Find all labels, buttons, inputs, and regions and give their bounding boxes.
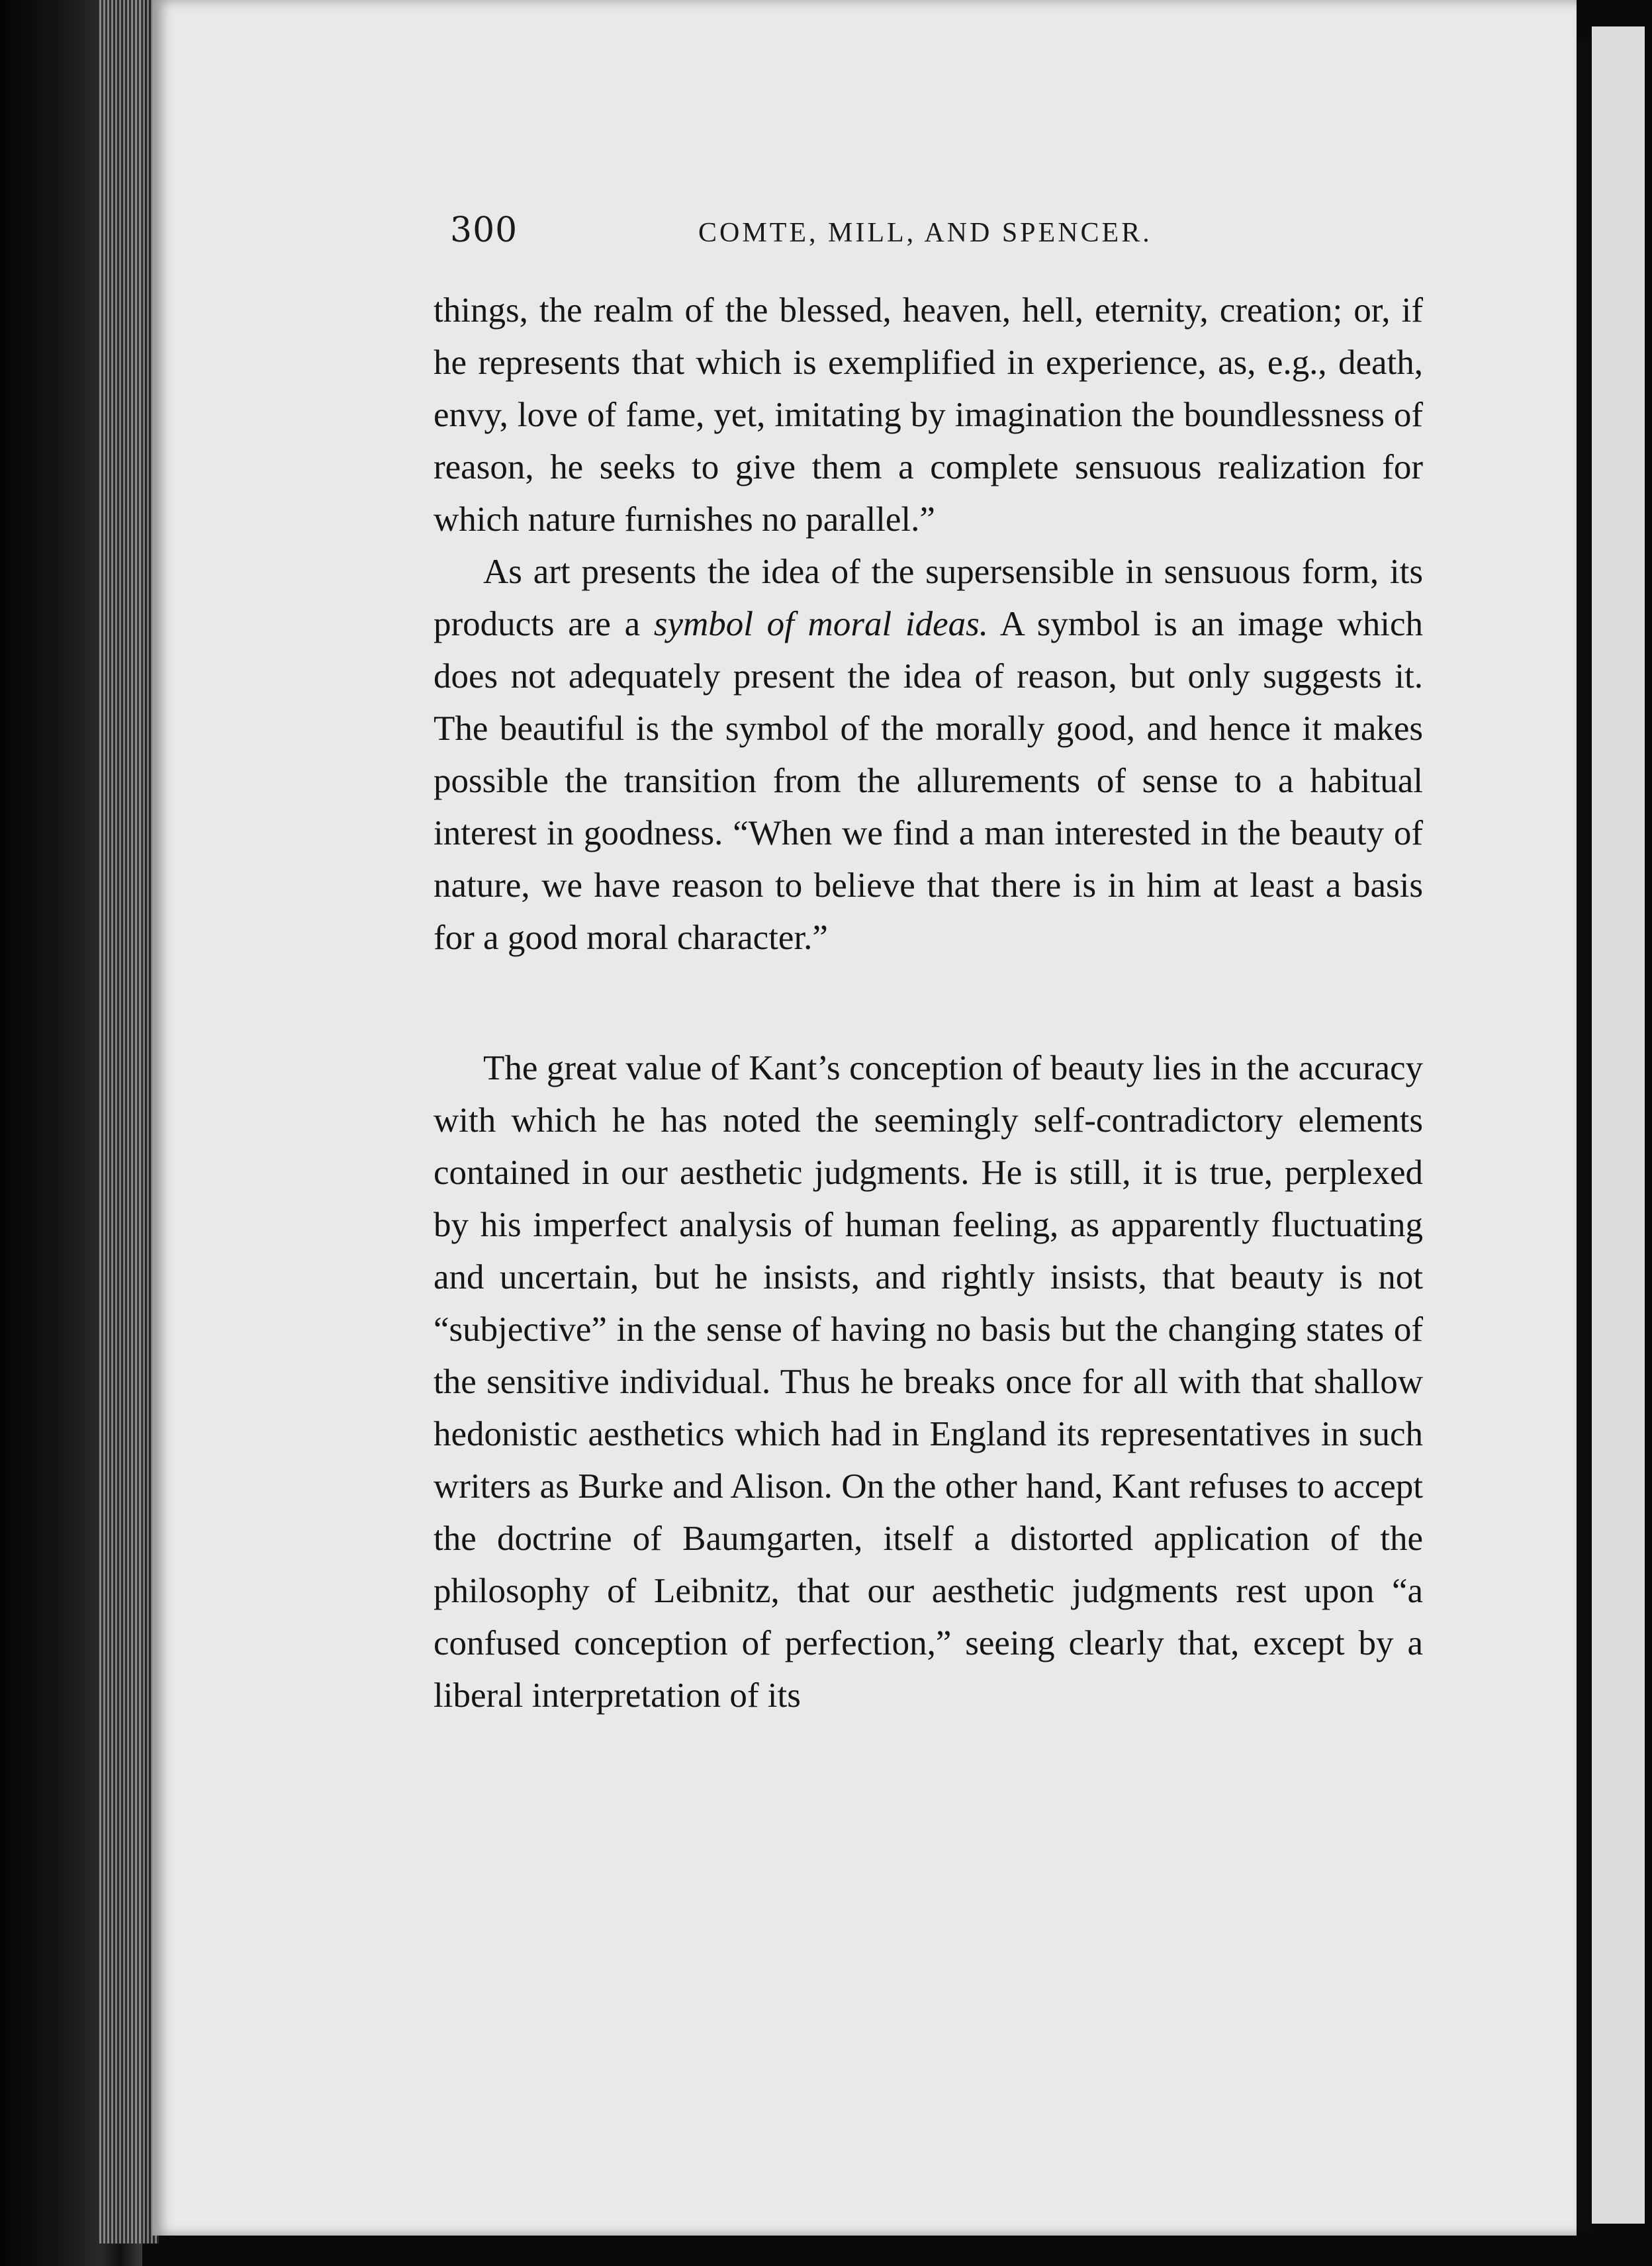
paragraph-1: things, the realm of the blessed, heaven, hell, eternity, creation; or, if he represents that which is exemplified in experience, as, e.g., death, envy, love of fame, yet, imitating by imagination the boundlessness of reason, he seeks to give them a complete sensuous realization for which nature furnishes no parallel.” <box>434 291 1423 539</box>
body-text <box>434 285 1423 1722</box>
paragraph-3: The great value of Kant’s conception of beauty lies in the accuracy with which he has noted the seemingly self-contradictory elements contained in our aesthetic judgments. He is still, it is true, perplexed by his imperfect analysis of human feeling, as apparently fluctuating and uncertain, but he insists, and rightly insists, that beauty is not “subjective” in the sense of having no basis but the changing states of the sensitive individual. Thus he breaks once for all with that shallow hedonistic aesthetics which had in England its representatives in such writers as Burke and Alison. On the other hand, Kant refuses to accept the doctrine of Baumgarten, itself a distorted application of the philosophy of Leibnitz, that our aesthetic judgments rest upon “a confused conception of perfection,” seeing clearly that, except by a liberal interpretation of its <box>434 1049 1423 1715</box>
running-title: COMTE, MILL, AND SPENCER. <box>698 218 1152 248</box>
paragraph-2-emphasis: symbol of moral ideas. <box>653 605 988 643</box>
page-number: 300 <box>450 210 518 250</box>
gutter-shadow <box>1577 40 1591 2230</box>
paragraph-2 <box>434 546 1423 964</box>
page-edges <box>99 0 159 2243</box>
paragraph-2-start: As art presents the idea of the supersensible in sensuous form, its products are a <box>434 553 1423 643</box>
facing-page-edge <box>1592 26 1645 2224</box>
paragraph-2-end: A symbol is an image which does not adequately present the idea of reason, but only suggests it. The beautiful is the symbol of the morally good, and hence it makes possible the transition from the allurements of sense to a habitual interest in goodness. “When we find a man interested in the beauty of nature, we have reason to believe that there is in him at least a basis for a good moral character.” <box>434 605 1424 957</box>
